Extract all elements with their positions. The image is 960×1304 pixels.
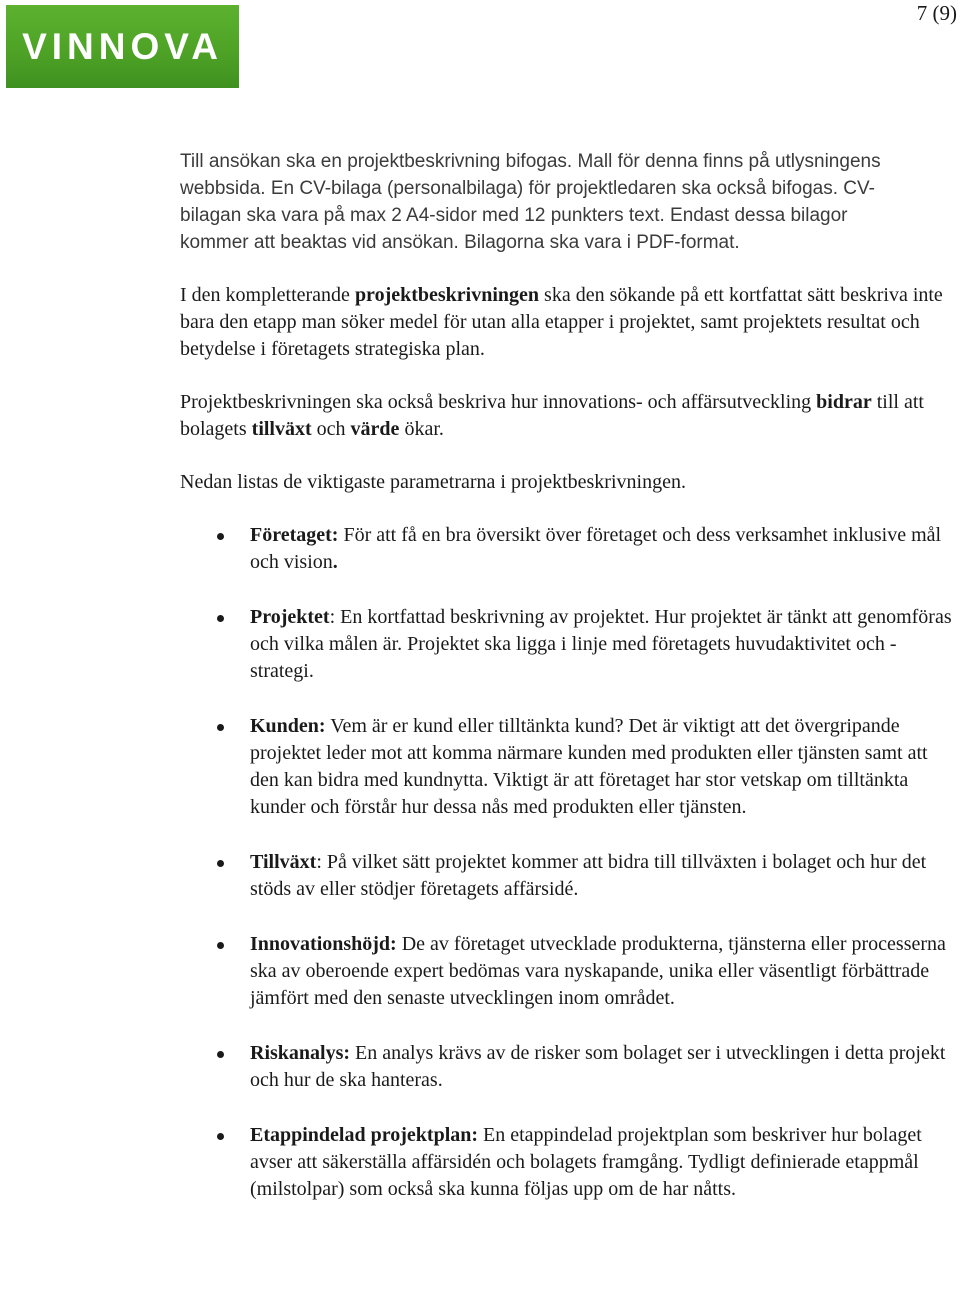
item-end: . <box>332 551 338 573</box>
item-title: Tillväxt <box>250 851 317 873</box>
item-text: : På vilket sätt projektet kommer att bidra till tillväxten i bolaget och hur det stöds av eller stödjer företagets affärsidé. <box>250 851 927 900</box>
project-description-paragraph <box>180 282 956 363</box>
bold-term: tillväxt <box>251 418 312 440</box>
item-title: Företaget: <box>250 524 339 546</box>
item-title: Riskanalys: <box>250 1042 351 1064</box>
item-title: Innovationshöjd: <box>250 933 397 955</box>
bullet-icon <box>217 533 224 540</box>
item-title: Kunden: <box>250 715 326 737</box>
item-text: För att få en bra översikt över företaget och dess verksamhet inklusive mål och vision <box>250 524 942 573</box>
logo-text: VINNOVA <box>22 26 223 67</box>
text-span: och <box>311 418 351 440</box>
text-span: Projektbeskrivningen ska också beskriva hur innovations- och affärsutveckling <box>180 391 817 413</box>
bullet-icon <box>217 1133 224 1140</box>
text-span: till att bolagets <box>180 391 924 440</box>
list-item <box>180 1040 956 1094</box>
item-title: Etappindelad projektplan: <box>250 1124 479 1146</box>
parameter-list <box>180 522 956 1203</box>
bold-term: projektbeskrivningen <box>354 284 540 306</box>
bullet-icon <box>217 1051 224 1058</box>
item-title: Projektet <box>250 606 330 628</box>
bold-term: bidrar <box>816 391 872 413</box>
list-intro-paragraph: Nedan listas de viktigaste parametrarna i projektbeskrivningen. <box>180 471 686 493</box>
text-span: ska den sökande på ett kortfattat sätt beskriva inte bara den etapp man söker medel för utan alla etapper i projektet, samt projektets resultat och betydelse i företagets strategiska plan. <box>180 284 943 360</box>
bullet-icon <box>217 860 224 867</box>
list-item <box>180 713 956 821</box>
page-number: 7 (9) <box>916 1 957 25</box>
list-item <box>180 604 956 685</box>
document-body <box>180 148 956 1231</box>
text-span: ökar. <box>399 418 444 440</box>
intro-paragraph: Till ansökan ska en projektbeskrivning bifogas. Mall för denna finns på utlysningens webbsida. En CV-bilaga (personalbilaga) för projektledaren ska också bifogas. CV-bilagan ska vara på max 2 A4-sidor med 12 punkters text. Endast dessa bilagor kommer att beaktas vid ansökan. Bilagorna ska vara i PDF-format. <box>180 151 881 253</box>
list-item <box>180 849 956 903</box>
bold-term: värde <box>350 418 400 440</box>
item-text: En etappindelad projektplan som beskriver hur bolaget avser att säkerställa affärsidén och bolagets framgång. Tydligt definierade etappmål (milstolpar) som också ska kunna följas upp om de har nåtts. <box>250 1124 922 1200</box>
item-text: En analys krävs av de risker som bolaget ser i utvecklingen i detta projekt och hur de ska hanteras. <box>250 1042 946 1091</box>
bullet-icon <box>217 724 224 731</box>
innovation-paragraph <box>180 389 956 443</box>
vinnova-logo <box>6 5 239 88</box>
item-text: : En kortfattad beskrivning av projektet. Hur projektet är tänkt att genomföras och vilka målen är. Projektet ska ligga i linje med företagets huvudaktivitet och -strategi. <box>250 606 952 682</box>
list-item <box>180 1122 956 1203</box>
list-item <box>180 931 956 1012</box>
list-item <box>180 522 956 576</box>
text-span: I den kompletterande <box>180 284 355 306</box>
item-text: Vem är er kund eller tilltänkta kund? Det är viktigt att det övergripande projektet leder mot att komma närmare kunden med produkten eller tjänsten samt att den kan bidra med kundnytta. Viktigt är att företaget har stor vetskap om tilltänkta kunder och förstår hur dessa nås med produkten eller tjänsten. <box>250 715 928 818</box>
item-text: De av företaget utvecklade produkterna, tjänsterna eller processerna ska av oberoende expert bedömas vara nyskapande, unika eller väsentligt förbättrade jämfört med den senaste utvecklingen inom området. <box>250 933 946 1009</box>
bullet-icon <box>217 615 224 622</box>
bullet-icon <box>217 942 224 949</box>
